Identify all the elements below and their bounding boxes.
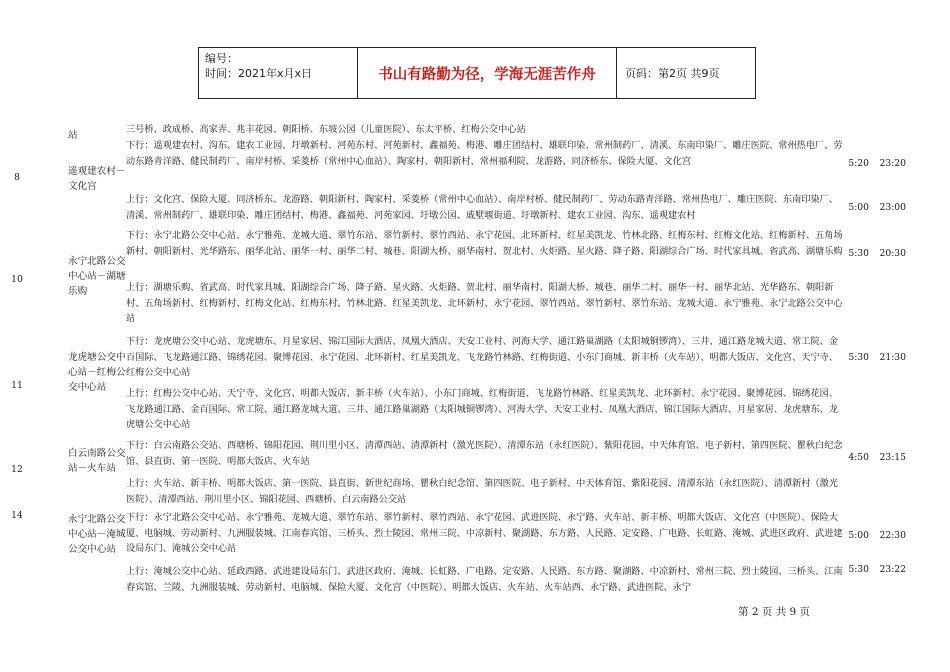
down-last-bus: 21:30 — [879, 352, 906, 363]
header-meta — [199, 48, 358, 98]
down-last-bus: 20:30 — [879, 248, 906, 259]
down-first-bus: 5:00 — [848, 530, 869, 541]
down-first-bus: 4:50 — [848, 452, 869, 463]
route-number: 11 — [11, 380, 23, 391]
route-name: 遥观建农村－文化宫 — [68, 166, 126, 192]
down-first-bus: 5:30 — [848, 352, 869, 363]
route-up-stops: 上行：文化宫、保险大厦、同济桥东、龙游路、朝阳新村、陶家村、采菱桥（常州中心血站）、南岸村桥、健民制药厂、劳动东路青洋路、常州热电厂、雕庄医院、东南印染厂、清溪、常州制药厂、雄联印染、雕庄团结村、梅港、鑫福苑、河苑家园、圩墩公园、戚墅堰街道、圩墩新村、建农工业园、沟东、遥观建农村 — [126, 194, 839, 221]
up-first-bus: 5:30 — [848, 564, 869, 575]
up-first-bus: 5:00 — [848, 202, 869, 213]
document-time: 时间：2021年x月x日 — [205, 67, 313, 80]
header-page-number: 页码：第2页 共9页 — [625, 67, 720, 80]
route-name: 永宁北路公交中心站－淹城公交中心站 — [68, 514, 126, 555]
route-name: 龙虎塘公交中心站－红梅公交中心站 — [68, 352, 126, 393]
down-last-bus: 23:15 — [879, 452, 906, 463]
down-first-bus: 5:20 — [848, 158, 869, 169]
down-last-bus: 22:30 — [879, 530, 906, 541]
route-down-stops: 下行：白云南路公交站、西塘桥、锦阳花园、荆川里小区、清潭西站、清潭新村（激光医院）、清潭东站（永红医院）、紫阳花园、中天体育馆、电子新村、第四医院、瞿秋白纪念馆、县直街、第一医院、明都大饭店、火车站 — [126, 440, 843, 467]
route-up-stops: 上行：红梅公交中心站、天宁寺、文化宫、明都大饭店、新丰桥（火车站）、小东门商城、红梅街道、飞龙路竹林路、红星美凯龙、北环新村、永宁花园、聚博花园、锦绣花园、飞龙路通江路、金百国际、常工院、通江路龙城大道、三井、通江路巢湖路（太阳城铜锣湾）、河海大学、天安工业村、凤凰大酒店、锦江国际大酒店、月星家居、龙虎塘东、龙虎塘公交中心站 — [126, 388, 839, 430]
route-up-stops: 上行：湖塘乐购、省武高、时代家具城、阳湖综合广场、降子路、星火路、火炬路、贺北村、丽华南村、阳湖大桥、城巷、丽华二村、丽华一村、丽华北站、光华路东、朝阳新村、五角场新村、红梅新村、红梅文化站、红梅东村、竹林北路、红星美凯龙、北环新村、永宁花园、翠竹西站、翠竹新村、翠竹东站、龙城大道、永宁雅苑、永宁北路公交中心站 — [126, 282, 843, 324]
up-last-bus: 23:00 — [879, 202, 906, 213]
route-stops-continuation: 三号桥、政成桥、高家弄、兆丰花园、朝阳桥、东坡公园（儿童医院）、东太平桥、红梅公交中心站 — [126, 124, 526, 135]
route-name-continuation: 站 — [68, 130, 78, 141]
route-up-stops: 上行：火车站、新丰桥、明都大饭店、第一医院、县直街、新世纪商场、瞿秋白纪念馆、第四医院、电子新村、中天体育馆、紫阳花园、清潭东站（永红医院）、清潭新村（激光医院）、清潭西站、荆川里小区、锦阳花园、西塘桥、白云南路公交站 — [126, 478, 839, 505]
route-down-stops: 下行：遥观建农村、沟东、建农工业园、圩墩新村、河苑东村、河苑新村、鑫福苑、梅港、雕庄团结村、雄联印染、常州制药厂、清溪、东南印染厂、雕庄医院、常州热电厂、劳动东路青洋路、健民制药厂、南岸村桥、采菱桥（常州中心血站）、陶家村、朝阳新村、常州福利院、龙游路、同济桥东、保险大厦、文化宫 — [126, 140, 843, 167]
document-id-label: 编号： — [205, 52, 238, 65]
route-down-stops: 下行：龙虎塘公交中心站、龙虎塘东、月星家居、锦江国际大酒店、凤凰大酒店、天安工业村、河海大学、通江路巢湖路（太阳城铜锣湾）、三井、通江路龙城大道、常工院、金百国际、飞龙路通江路、锦绣花园、聚博花园、永宁花园、北环新村、红星美凯龙、飞龙路竹林路、红梅街道、小东门商城、新丰桥（火车站）、明都大饭店、文化宫、天宁寺、红梅公交中心站 — [126, 336, 839, 378]
route-number: 14 — [11, 510, 23, 521]
route-number: 12 — [11, 464, 23, 475]
page-footer: 第 2 页 共 9 页 — [738, 606, 811, 618]
route-name: 永宁北路公交中心站－湖塘乐购 — [68, 256, 126, 297]
route-name: 白云南路公交站－火车站 — [68, 448, 126, 474]
header-slogan: 书山有路勤为径，学海无涯苦作舟 — [358, 48, 617, 98]
document-header — [198, 47, 756, 99]
route-number: 10 — [11, 274, 23, 285]
route-number: 8 — [14, 172, 20, 183]
route-up-stops: 上行：淹城公交中心站、延政西路、武进建设局东门、武进区政府、淹城、长虹路、广电路、定安路、人民路、东方路、聚湖路、中凉新村、常州三院、烈士陵园、三桥头、江南春宾馆、兰陵、九洲服装城、劳动新村、电脑城、保险大厦、文化宫（中医院）、明都大饭店、火车站、火车站西、永宁路、武进医院、永宁 — [126, 566, 843, 593]
route-down-stops: 下行：永宁北路公交中心站、永宁雅苑、龙城大道、翠竹东站、翠竹新村、翠竹西站、永宁花园、武进医院、永宁路、火车站、新丰桥、明都大饭店、文化宫（中医院）、保险大厦、电脑城、劳动新村、九洲服装城、江南春宾馆、三桥头、烈士陵园、常州三院、中凉新村、聚湖路、东方路、人民路、定安路、广电路、长虹路、淹城、武进区政府、武进建设局东门、淹城公交中心站 — [126, 512, 843, 554]
down-last-bus: 23:20 — [879, 158, 906, 169]
route-down-stops: 下行：永宁北路公交中心站、永宁雅苑、龙城大道、翠竹东站、翠竹新村、翠竹西站、永宁花园、北环新村、红星美凯龙、竹林北路、红梅东村、红梅文化站、红梅新村、五角场新村、朝阳新村、光华路东、丽华北站、丽华一村、丽华二村、城巷、阳湖大桥、丽华南村、贺北村、火炬路、星火路、降子路、阳湖综合广场、时代家具城、省武高、湖塘乐购 — [126, 230, 843, 257]
down-first-bus: 5:30 — [848, 248, 869, 259]
up-last-bus: 23:22 — [879, 564, 906, 575]
